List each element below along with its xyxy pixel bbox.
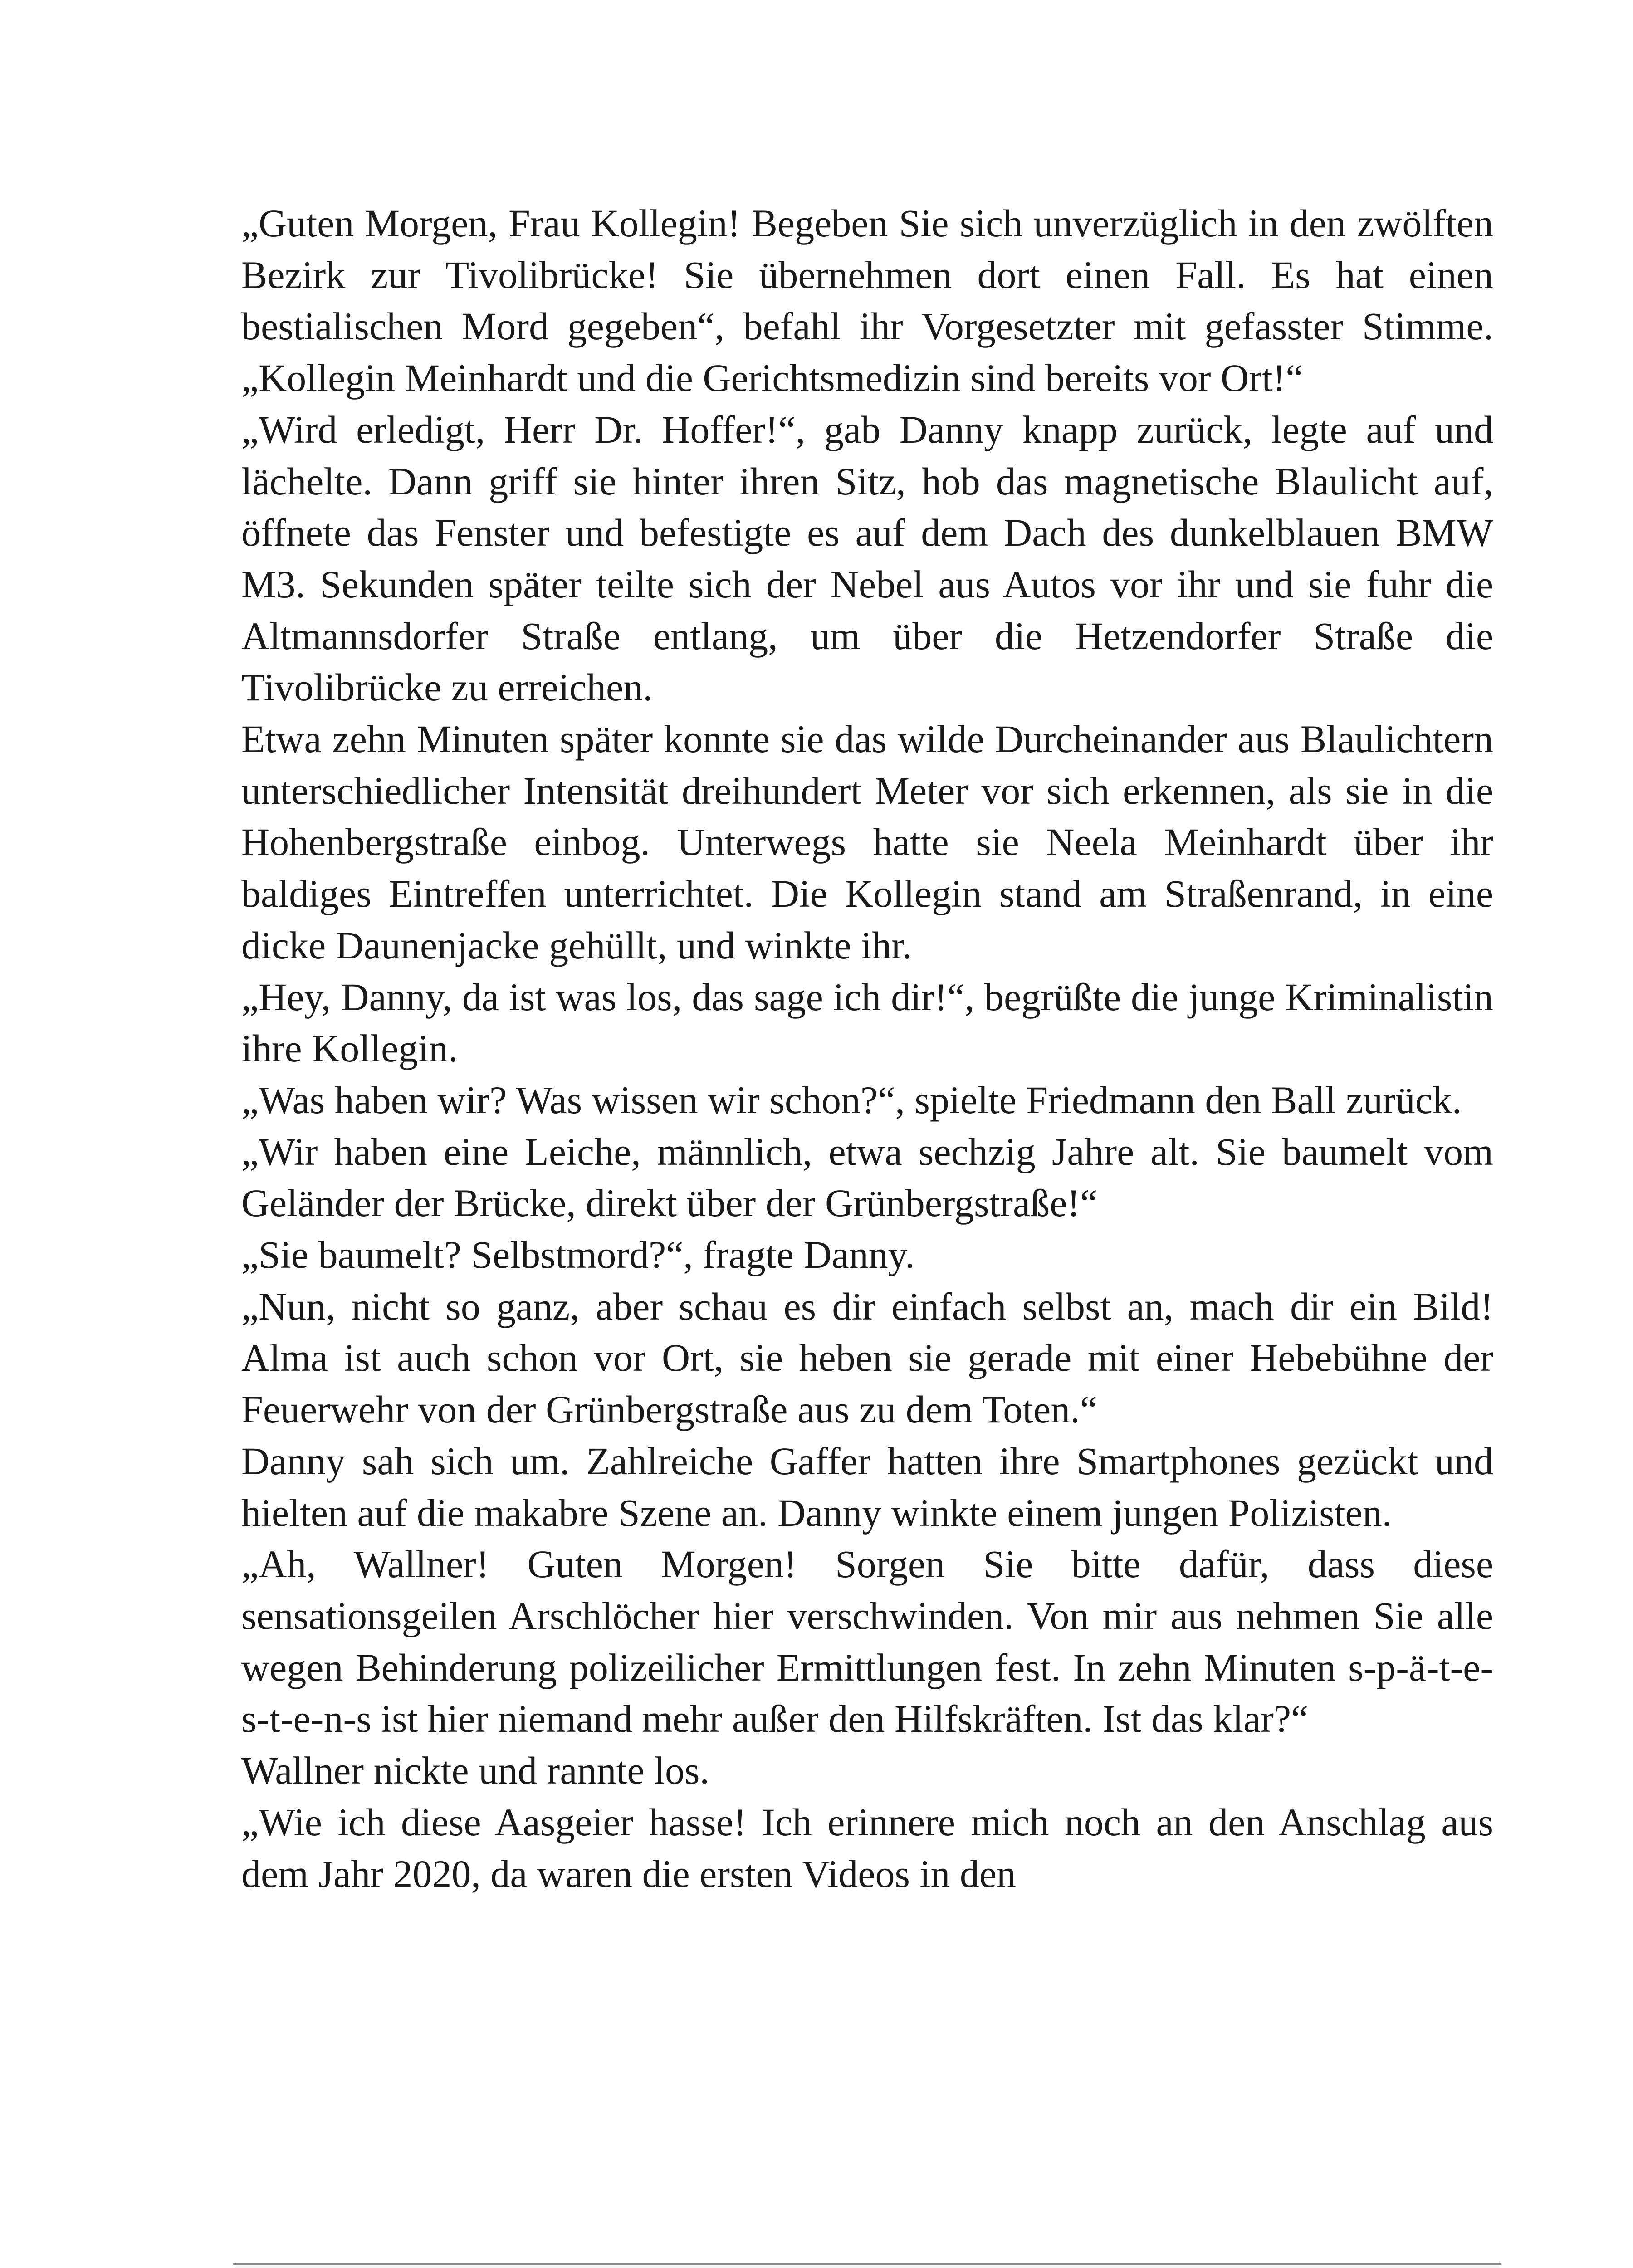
paragraph: „Wir haben eine Leiche, männlich, etwa sechzig Jahre alt. Sie baumelt vom Geländer der Brücke, direkt über der Grünbergstraße!“ xyxy=(241,1129,1493,1225)
paragraph: Etwa zehn Minuten später konnte sie das wilde Durcheinander aus Blaulichtern unterschiedlicher Intensität dreihundert Meter vor sich erkennen, als sie in die Hohenbergstraße einbog. Unterwegs hatte sie Neela Meinhardt über ihr baldiges Eintreffen unterrichtet. Die Kollegin stand am Straßenrand, in eine dicke Daunenjacke gehüllt, und winkte ihr. xyxy=(241,717,1493,967)
paragraph: „Was haben wir? Was wissen wir schon?“, spielte Friedmann den Ball zurück. xyxy=(241,1078,1462,1122)
paragraph: „Ah, Wallner! Guten Morgen! Sorgen Sie bitte dafür, dass diese sensationsgeilen Arschlöcher hier verschwinden. Von mir aus nehmen Sie alle wegen Behinderung polizeilicher Ermittlungen fest. In zehn Minuten s-p-ä-t-e-s-t-e-n-s ist hier niemand mehr außer den Hilfskräften. Ist das klar?“ xyxy=(241,1542,1493,1741)
paragraph: „Nun, nicht so ganz, aber schau es dir einfach selbst an, mach dir ein Bild! Alma ist auch schon vor Ort, sie heben sie gerade mit einer Hebebühne der Feuerwehr von der Grünbergstraße aus zu dem Toten.“ xyxy=(241,1284,1493,1432)
paragraph: „Wird erledigt, Herr Dr. Hoffer!“, gab Danny knapp zurück, legte auf und lächelte. Dann griff sie hinter ihren Sitz, hob das magnetische Blaulicht auf, öffnete das Fenster und befestigte es auf dem Dach des dunkelblauen BMW M3. Sekunden später teilte sich der Nebel aus Autos vor ihr und sie fuhr die Altmannsdorfer Straße entlang, um über die Hetzendorfer Straße die Tivolibrücke zu erreichen. xyxy=(241,407,1493,709)
paragraph: „Hey, Danny, da ist was los, das sage ich dir!“, begrüßte die junge Kriminalistin ihre Kollegin. xyxy=(241,975,1493,1070)
body-text xyxy=(241,198,1493,1900)
paragraph: „Guten Morgen, Frau Kollegin! Begeben Sie sich unverzüglich in den zwölften Bezirk zur Tivolibrücke! Sie übernehmen dort einen Fall. Es hat einen bestialischen Mord gegeben“, befahl ihr Vorgesetzter mit gefasster Stimme. „Kollegin Meinhardt und die Gerichtsmedizin sind bereits vor Ort!“ xyxy=(241,201,1493,400)
paragraph: Wallner nickte und rannte los. xyxy=(241,1749,709,1793)
footer-divider xyxy=(233,2263,1501,2265)
paragraph: Danny sah sich um. Zahlreiche Gaffer hatten ihre Smartphones gezückt und hielten auf die makabre Szene an. Danny winkte einem jungen Polizisten. xyxy=(241,1439,1493,1535)
paragraph: „Sie baumelt? Selbstmord?“, fragte Danny. xyxy=(241,1233,915,1277)
paragraph: „Wie ich diese Aasgeier hasse! Ich erinnere mich noch an den Anschlag aus dem Jahr 2020, da waren die ersten Videos in den xyxy=(241,1800,1493,1896)
